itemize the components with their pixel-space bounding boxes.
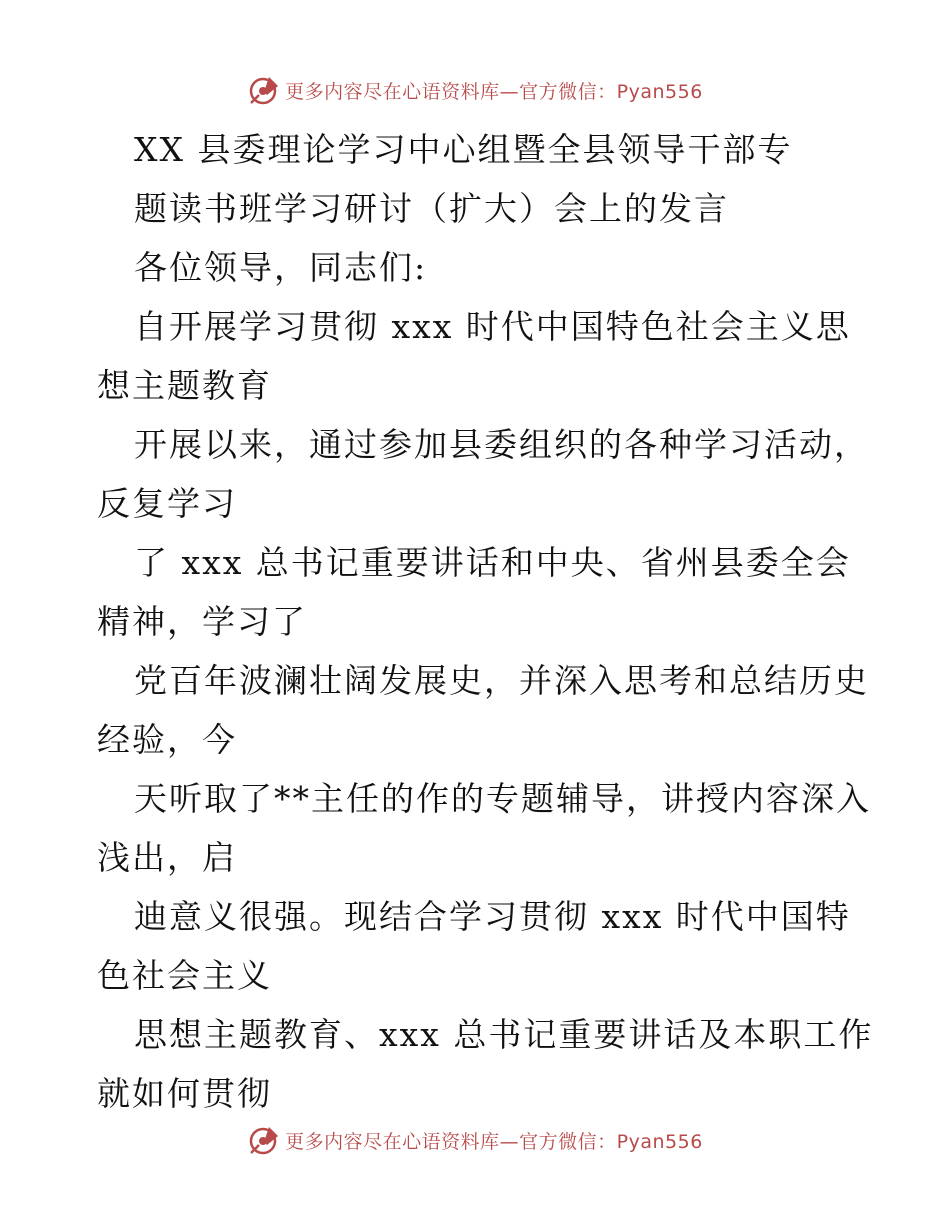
body-line: 党百年波澜壮阔发展史，并深入思考和总结历史: [134, 661, 869, 700]
title-line: 题读书班学习研讨（扩大）会上的发言: [134, 189, 729, 228]
body-line: 经验，今: [97, 720, 237, 759]
body-line: 天听取了**主任的作的专题辅导，讲授内容深入: [134, 779, 871, 818]
watermark-banner-bottom: [0, 1120, 950, 1160]
brand-logo-icon: [247, 1123, 281, 1157]
body-line: 自开展学习贯彻 xxx 时代中国特色社会主义思: [134, 307, 851, 346]
brand-logo-icon: [247, 73, 281, 107]
body-line: 思想主题教育、xxx 总书记重要讲话及本职工作: [134, 1015, 874, 1054]
body-line: 迪意义很强。现结合学习贯彻 xxx 时代中国特: [134, 897, 851, 936]
body-line: 浅出，启: [97, 838, 237, 877]
body-line: 色社会主义: [97, 956, 272, 995]
watermark-banner-top: [0, 70, 950, 110]
watermark-text: 更多内容尽在心语资料库—官方微信：Pyan556: [285, 1130, 703, 1153]
watermark-text: 更多内容尽在心语资料库—官方微信：Pyan556: [285, 80, 703, 103]
body-line: 了 xxx 总书记重要讲话和中央、省州县委全会: [134, 543, 851, 582]
salutation: 各位领导，同志们:: [134, 248, 428, 287]
body-line: 想主题教育: [97, 366, 272, 405]
body-line: 就如何贯彻: [97, 1074, 272, 1113]
body-line: 反复学习: [97, 484, 237, 523]
body-line: 开展以来，通过参加县委组织的各种学习活动，: [134, 425, 869, 464]
document-body: [0, 120, 950, 1123]
body-line: 精神，学习了: [97, 602, 307, 641]
title-line: XX 县委理论学习中心组暨全县领导干部专: [134, 130, 793, 169]
